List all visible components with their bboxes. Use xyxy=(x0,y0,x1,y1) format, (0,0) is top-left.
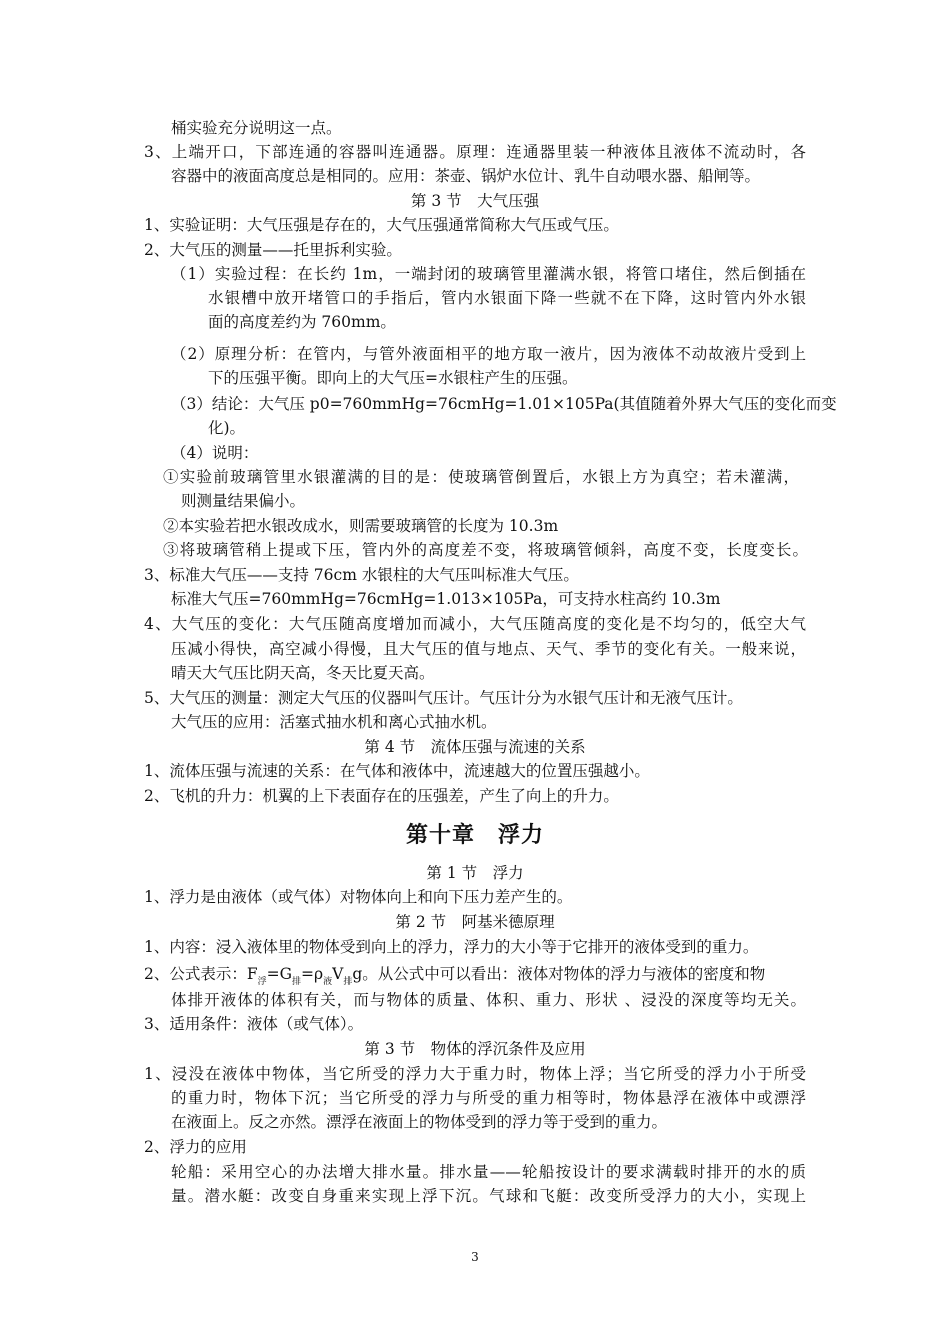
formula-text: 2、公式表示：F xyxy=(144,965,258,983)
text-line: 2、大气压的测量——托里拆利实验。 xyxy=(144,241,402,259)
text-line: 桶实验充分说明这一点。 xyxy=(171,119,342,137)
formula-text: V xyxy=(332,965,344,983)
text-line: ①实验前玻璃管里水银灌满的目的是：使玻璃管倒置后，水银上方为真空；若未灌满， xyxy=(163,468,799,486)
section-heading: 第 3 节 物体的浮沉条件及应用 xyxy=(364,1040,586,1058)
text-line: 压减小得快，高空减小得慢，且大气压的值与地点、天气、季节的变化有关。一般来说， xyxy=(171,640,806,658)
formula-text: =ρ xyxy=(301,965,324,983)
section-heading: 第 1 节 浮力 xyxy=(426,864,524,882)
subscript: 排 xyxy=(343,977,353,987)
formula-text: g。从公式中可以看出：液体对物体的浮力与液体的密度和物 xyxy=(352,965,766,983)
text-line: 下的压强平衡。即向上的大气压=水银柱产生的压强。 xyxy=(208,369,578,387)
text-line: 1、内容：浸入液体里的物体受到向上的浮力，浮力的大小等于它排开的液体受到的重力。 xyxy=(144,938,759,956)
text-line: 2、浮力的应用 xyxy=(144,1138,247,1156)
text-line: （2）原理分析：在管内，与管外液面相平的地方取一液片，因为液体不动故液片受到上 xyxy=(171,345,806,363)
text-line: 1、实验证明：大气压强是存在的，大气压强通常简称大气压或气压。 xyxy=(144,216,619,234)
text-line: 3、上端开口，下部连通的容器叫连通器。原理：连通器里装一种液体且液体不流动时，各 xyxy=(144,143,806,161)
text-line: ③将玻璃管稍上提或下压，管内外的高度差不变，将玻璃管倾斜，高度不变，长度变长。 xyxy=(163,541,808,559)
text-line: 的重力时，物体下沉；当它所受的浮力与所受的重力相等时，物体悬浮在液体中或漂浮 xyxy=(171,1089,806,1107)
page-number: 3 xyxy=(471,1250,479,1264)
text-line: 量。潜水艇：改变自身重来实现上浮下沉。气球和飞艇：改变所受浮力的大小，实现上 xyxy=(171,1187,806,1205)
text-line: 标准大气压=760mmHg=76cmHg=1.013×105Pa，可支持水柱高约 10.3m xyxy=(171,590,721,608)
text-line: ②本实验若把水银改成水，则需要玻璃管的长度为 10.3m xyxy=(163,517,559,535)
text-line: （4）说明： xyxy=(171,444,259,462)
text-line: 大气压的应用：活塞式抽水机和离心式抽水机。 xyxy=(171,713,497,731)
section-heading: 第 3 节 大气压强 xyxy=(410,192,540,210)
text-line: 5、大气压的测量：测定大气压的仪器叫气压计。气压计分为水银气压计和无液气压计。 xyxy=(144,689,743,707)
text-line: 1、浮力是由液体（或气体）对物体向上和向下压力差产生的。 xyxy=(144,888,573,906)
text-line: 面的高度差约为 760mm。 xyxy=(208,313,396,331)
section-heading: 第 4 节 流体压强与流速的关系 xyxy=(364,738,586,756)
subscript: 排 xyxy=(292,977,302,987)
text-line: 1、流体压强与流速的关系：在气体和液体中，流速越大的位置压强越小。 xyxy=(144,762,650,780)
text-line: 体排开液体的体积有关，而与物体的质量、体积、重力、形状 、浸没的深度等均无关。 xyxy=(171,991,806,1009)
text-line: （3）结论：大气压 p0=760mmHg=76cmHg=1.01×105Pa(其值随着外界大气压的变化而变 xyxy=(171,395,837,413)
subscript: 浮 xyxy=(257,977,267,987)
text-line: 在液面上。反之亦然。漂浮在液面上的物体受到的浮力等于受到的重力。 xyxy=(171,1113,668,1131)
section-heading: 第 2 节 阿基米德原理 xyxy=(395,913,555,931)
text-line: 4、大气压的变化：大气压随高度增加而减小，大气压随高度的变化是不均匀的，低空大气 xyxy=(144,615,806,633)
chapter-title: 第十章 浮力 xyxy=(405,822,544,848)
text-line: 1、浸没在液体中物体，当它所受的浮力大于重力时，物体上浮；当它所受的浮力小于所受 xyxy=(144,1065,806,1083)
text-line: 3、适用条件：液体（或气体）。 xyxy=(144,1015,364,1033)
formula-line xyxy=(144,962,765,989)
text-line: 晴天大气压比阴天高，冬天比夏天高。 xyxy=(171,664,435,682)
text-line: 2、飞机的升力：机翼的上下表面存在的压强差，产生了向上的升力。 xyxy=(144,787,619,805)
formula-text: =G xyxy=(266,965,293,983)
subscript: 液 xyxy=(323,977,333,987)
text-line: 3、标准大气压——支持 76cm 水银柱的大气压叫标准大气压。 xyxy=(144,566,579,584)
text-line: （1）实验过程：在长约 1m，一端封闭的玻璃管里灌满水银，将管口堵住，然后倒插在 xyxy=(171,265,806,283)
text-line: 则测量结果偏小。 xyxy=(181,492,306,510)
text-line: 容器中的液面高度总是相同的。应用：茶壶、锅炉水位计、乳牛自动喂水器、船闸等。 xyxy=(171,167,761,185)
text-line: 轮船：采用空心的办法增大排水量。排水量——轮船按设计的要求满载时排开的水的质 xyxy=(171,1163,806,1181)
text-line: 化)。 xyxy=(208,419,246,437)
text-line: 水银槽中放开堵管口的手指后，管内水银面下降一些就不在下降，这时管内外水银 xyxy=(208,289,806,307)
